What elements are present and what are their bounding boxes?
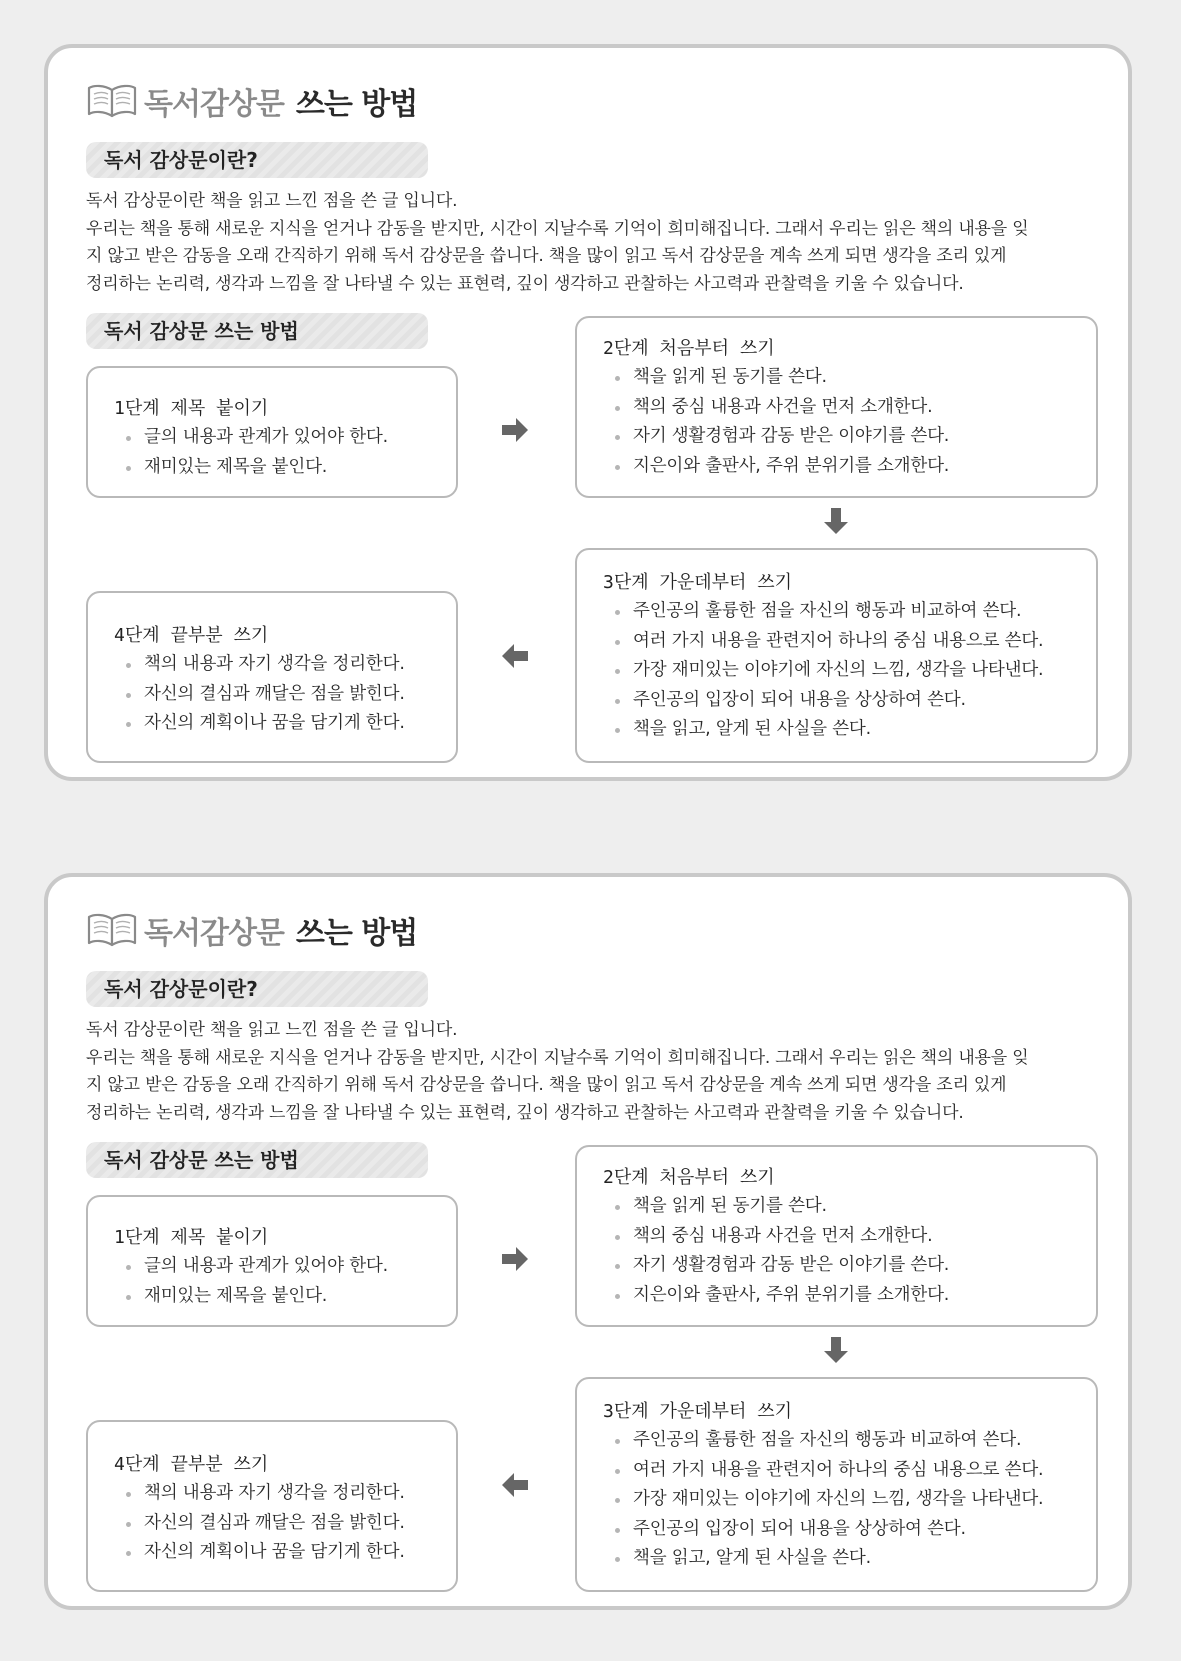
intro-paragraph (86, 188, 1096, 298)
list-item-text: 지은이와 출판사, 주위 분위기를 소개한다. (633, 455, 950, 476)
bullet-dot (126, 1265, 131, 1270)
section-heading-definition: 독서 감상문이란? (86, 142, 428, 178)
bullet-dot (615, 1235, 620, 1240)
section-heading-method: 독서 감상문 쓰는 방법 (86, 1142, 428, 1178)
list-item (603, 1426, 1096, 1456)
step-list (114, 1479, 456, 1568)
intro-line: 정리하는 논리력, 생각과 느낌을 잘 나타낼 수 있는 표현력, 깊이 생각하고 관찰하는 사고력과 관찰력을 키울 수 있습니다. (86, 273, 964, 294)
bullet-dot (126, 663, 131, 668)
title-light-text: 독서감상문 (144, 916, 284, 951)
bullet-dot (126, 722, 131, 727)
list-item-text: 자기 생활경험과 감동 받은 이야기를 쓴다. (633, 1255, 950, 1275)
step-title: 1단계 제목 붙이기 (114, 1227, 269, 1248)
bullet-dot (615, 1294, 620, 1299)
list-item (114, 1252, 456, 1282)
guide-card (44, 44, 1132, 781)
step-list (114, 650, 456, 739)
list-item-text: 책을 읽고, 알게 된 사실을 쓴다. (633, 719, 871, 739)
step-2-box (575, 1145, 1098, 1327)
list-item-text: 지은이와 출판사, 주위 분위기를 소개한다. (633, 1284, 950, 1305)
card-title (86, 78, 417, 124)
list-item (603, 715, 1096, 745)
step-title: 2단계 처음부터 쓰기 (603, 1167, 775, 1188)
step-title: 3단계 가운데부터 쓰기 (603, 1401, 793, 1422)
step-2-box (575, 316, 1098, 498)
list-item-text: 자신의 결심과 깨달은 점을 밝힌다. (144, 683, 405, 704)
step-title: 3단계 가운데부터 쓰기 (603, 572, 793, 593)
list-item (114, 680, 456, 710)
intro-line: 독서 감상문이란 책을 읽고 느낀 점을 쓴 글 입니다. (86, 191, 458, 211)
list-item (603, 1515, 1096, 1545)
list-item-text: 책을 읽고, 알게 된 사실을 쓴다. (633, 1548, 871, 1568)
list-item-text: 자신의 계획이나 꿈을 담기게 한다. (144, 1542, 405, 1562)
bullet-dot (615, 1528, 620, 1533)
step-title: 2단계 처음부터 쓰기 (603, 338, 775, 359)
intro-line: 우리는 책을 통해 새로운 지식을 얻거나 감동을 받지만, 시간이 지날수록 기억이 희미해집니다. 그래서 우리는 읽은 책의 내용을 잊 (86, 1047, 1029, 1068)
list-item (603, 452, 1096, 482)
list-item-text: 주인공의 훌륭한 점을 자신의 행동과 비교하여 쓴다. (633, 601, 1022, 621)
step-1-box (86, 366, 458, 498)
step-list (114, 1252, 456, 1311)
step-title: 1단계 제목 붙이기 (114, 398, 269, 419)
intro-line: 지 않고 받은 감동을 오래 간직하기 위해 독서 감상문을 씁니다. 책을 많이 읽고 독서 감상문을 계속 쓰게 되면 생각을 조리 있게 (86, 246, 1007, 266)
list-item (603, 627, 1096, 657)
step-3-box (575, 1377, 1098, 1592)
list-item (114, 1538, 456, 1568)
bullet-dot (615, 728, 620, 733)
list-item-text: 여러 가지 내용을 관련지어 하나의 중심 내용으로 쓴다. (633, 1459, 1044, 1480)
list-item-text: 주인공의 훌륭한 점을 자신의 행동과 비교하여 쓴다. (633, 1430, 1022, 1450)
open-book-icon (86, 911, 138, 949)
list-item-text: 책의 내용과 자기 생각을 정리한다. (144, 654, 405, 674)
intro-line: 독서 감상문이란 책을 읽고 느낀 점을 쓴 글 입니다. (86, 1020, 458, 1040)
bullet-dot (126, 1551, 131, 1556)
arrow-right-icon (502, 418, 528, 442)
list-item (603, 1485, 1096, 1515)
intro-line: 정리하는 논리력, 생각과 느낌을 잘 나타낼 수 있는 표현력, 깊이 생각하고 관찰하는 사고력과 관찰력을 키울 수 있습니다. (86, 1102, 964, 1123)
list-item-text: 재미있는 제목을 붙인다. (144, 1285, 328, 1306)
step-title: 4단계 끝부분 쓰기 (114, 1454, 269, 1475)
title-dark-text: 쓰는 방법 (295, 87, 418, 122)
step-list (603, 363, 1096, 481)
intro-paragraph (86, 1017, 1096, 1127)
arrow-down-icon (824, 1337, 848, 1363)
list-item (603, 597, 1096, 627)
bullet-dot (615, 1264, 620, 1269)
list-item (603, 686, 1096, 716)
list-item (114, 709, 456, 739)
bullet-dot (126, 1522, 131, 1527)
step-1-box (86, 1195, 458, 1327)
step-list (603, 1192, 1096, 1310)
bullet-dot (615, 465, 620, 470)
bullet-dot (615, 699, 620, 704)
list-item-text: 주인공의 입장이 되어 내용을 상상하여 쓴다. (633, 1518, 966, 1539)
bullet-dot (126, 466, 131, 471)
bullet-dot (126, 436, 131, 441)
open-book-icon (86, 82, 138, 120)
step-list (603, 597, 1096, 745)
step-3-box (575, 548, 1098, 763)
list-item (603, 422, 1096, 452)
list-item (114, 650, 456, 680)
list-item (603, 656, 1096, 686)
section-heading-method: 독서 감상문 쓰는 방법 (86, 313, 428, 349)
bullet-dot (615, 406, 620, 411)
list-item (114, 423, 456, 453)
bullet-dot (615, 1498, 620, 1503)
list-item-text: 주인공의 입장이 되어 내용을 상상하여 쓴다. (633, 689, 966, 710)
step-4-box (86, 591, 458, 763)
list-item-text: 자기 생활경험과 감동 받은 이야기를 쓴다. (633, 426, 950, 446)
bullet-dot (126, 1492, 131, 1497)
step-4-box (86, 1420, 458, 1592)
bullet-dot (126, 693, 131, 698)
list-item-text: 자신의 결심과 깨달은 점을 밝힌다. (144, 1512, 405, 1533)
list-item (603, 1281, 1096, 1311)
list-item (114, 453, 456, 483)
bullet-dot (615, 1439, 620, 1444)
arrow-right-icon (502, 1247, 528, 1271)
intro-line: 지 않고 받은 감동을 오래 간직하기 위해 독서 감상문을 씁니다. 책을 많이 읽고 독서 감상문을 계속 쓰게 되면 생각을 조리 있게 (86, 1075, 1007, 1095)
section-heading-definition: 독서 감상문이란? (86, 971, 428, 1007)
arrow-left-icon (502, 1473, 528, 1497)
bullet-dot (615, 669, 620, 674)
bullet-dot (615, 610, 620, 615)
list-item-text: 책을 읽게 된 동기를 쓴다. (633, 1196, 827, 1216)
intro-line: 우리는 책을 통해 새로운 지식을 얻거나 감동을 받지만, 시간이 지날수록 기억이 희미해집니다. 그래서 우리는 읽은 책의 내용을 잊 (86, 218, 1029, 239)
step-title: 4단계 끝부분 쓰기 (114, 625, 269, 646)
bullet-dot (615, 640, 620, 645)
arrow-left-icon (502, 644, 528, 668)
list-item (603, 1222, 1096, 1252)
bullet-dot (615, 1469, 620, 1474)
bullet-dot (615, 376, 620, 381)
list-item-text: 가장 재미있는 이야기에 자신의 느낌, 생각을 나타낸다. (633, 1489, 1044, 1509)
list-item (114, 1282, 456, 1312)
list-item-text: 책의 중심 내용과 사건을 먼저 소개한다. (633, 1225, 933, 1246)
arrow-down-icon (824, 508, 848, 534)
title-light-text: 독서감상문 (144, 87, 284, 122)
list-item-text: 자신의 계획이나 꿈을 담기게 한다. (144, 713, 405, 733)
list-item (603, 1192, 1096, 1222)
list-item-text: 가장 재미있는 이야기에 자신의 느낌, 생각을 나타낸다. (633, 660, 1044, 680)
list-item-text: 책을 읽게 된 동기를 쓴다. (633, 367, 827, 387)
list-item (603, 1544, 1096, 1574)
list-item (114, 1479, 456, 1509)
list-item (114, 1509, 456, 1539)
step-list (114, 423, 456, 482)
list-item-text: 책의 내용과 자기 생각을 정리한다. (144, 1483, 405, 1503)
list-item-text: 글의 내용과 관계가 있어야 한다. (144, 427, 388, 447)
guide-card (44, 873, 1132, 1610)
card-title (86, 907, 417, 953)
list-item (603, 393, 1096, 423)
list-item (603, 1456, 1096, 1486)
step-list (603, 1426, 1096, 1574)
title-dark-text: 쓰는 방법 (295, 916, 418, 951)
list-item-text: 여러 가지 내용을 관련지어 하나의 중심 내용으로 쓴다. (633, 630, 1044, 651)
bullet-dot (615, 435, 620, 440)
list-item (603, 1251, 1096, 1281)
list-item-text: 글의 내용과 관계가 있어야 한다. (144, 1256, 388, 1276)
list-item (603, 363, 1096, 393)
list-item-text: 재미있는 제목을 붙인다. (144, 456, 328, 477)
bullet-dot (615, 1557, 620, 1562)
bullet-dot (615, 1205, 620, 1210)
bullet-dot (126, 1295, 131, 1300)
list-item-text: 책의 중심 내용과 사건을 먼저 소개한다. (633, 396, 933, 417)
